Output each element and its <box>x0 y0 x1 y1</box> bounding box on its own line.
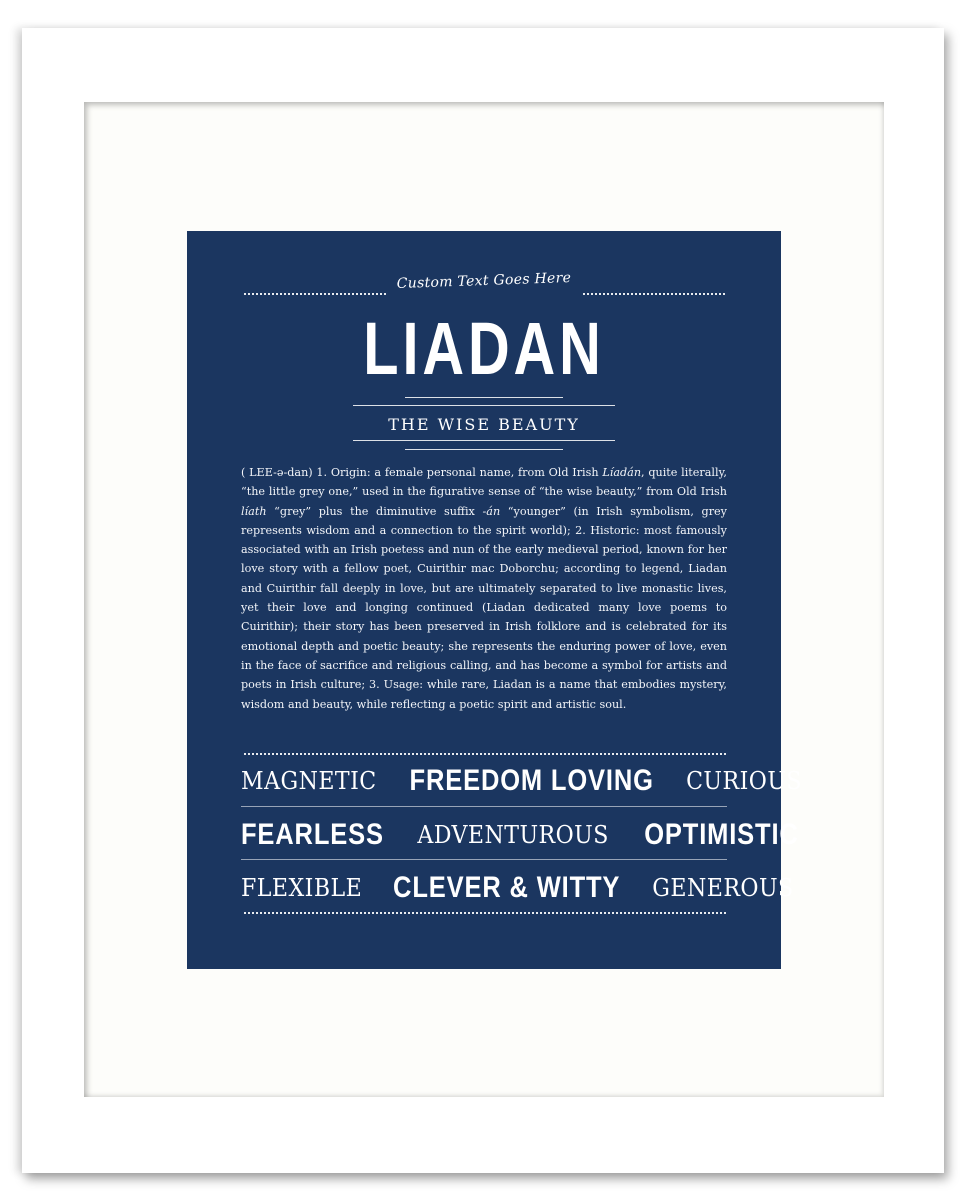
traits-dots-bottom <box>244 912 726 914</box>
description-text: “younger” (in Irish symbolism, grey represents wisdom and a connection to the spirit world); 2. Historic: most famously associated with an Irish poetess and nun of the early medieval period, known for her love story with a fellow poet, Cuirithir mac Doborchu; according to legend, Liadan and Cuirithir fall deeply in love, but are ultimately separated to live monastic lives, yet their love and longing continued (Liadan dedicated many love poems to Cuirithir); their story has been preserved in Irish folklore and is celebrated for its emotional depth and poetic beauty; she represents the enduring power of love, even in the face of sacrifice and religious calling, and has become a symbol for artists and poets in Irish culture; 3. Usage: while rare, Liadan is a name that embodies mystery, wisdom and beauty, while reflecting a poetic spirit and artistic soul. <box>241 504 727 711</box>
description-term: Líadán <box>602 466 642 479</box>
custom-text: Custom Text Goes Here <box>396 269 572 293</box>
pronunciation: ( LEE-ə-dan) <box>241 466 313 479</box>
description-term: líath <box>241 504 267 518</box>
trait: CURIOUS <box>685 767 802 795</box>
trait: GENEROUS <box>652 874 794 902</box>
name-title: LIADAN <box>363 307 605 390</box>
header-dots-right <box>583 293 725 295</box>
rule-top-2 <box>353 405 615 406</box>
traits-divider-2 <box>241 859 727 860</box>
description-text: , quite literally, “the little grey one,” used in the figurative sense of “the wise beauty,” from Old Irish <box>241 466 727 499</box>
description-term: -án <box>482 504 501 518</box>
trait: OPTIMISTIC <box>644 818 799 851</box>
rule-bottom-1 <box>353 440 615 441</box>
rule-bottom-2 <box>405 449 563 450</box>
rule-top-1 <box>405 397 563 398</box>
traits-dots-top <box>244 753 726 755</box>
traits-row-1 <box>241 759 802 803</box>
description-text: 1. Origin: a female personal name, from Old Irish <box>316 466 603 479</box>
name-description <box>241 463 727 714</box>
header-dots-left <box>244 293 386 295</box>
trait: FEARLESS <box>241 818 384 851</box>
trait: FLEXIBLE <box>241 874 363 902</box>
trait: ADVENTUROUS <box>417 821 609 849</box>
trait: FREEDOM LOVING <box>410 764 655 797</box>
traits-row-3 <box>241 866 794 910</box>
trait: CLEVER & WITTY <box>392 871 621 904</box>
name-meaning: THE WISE BEAUTY <box>388 415 580 434</box>
description-text: “grey” plus the diminutive suffix <box>266 504 483 518</box>
traits-row-2 <box>241 813 799 857</box>
trait: MAGNETIC <box>241 767 377 795</box>
traits-divider-1 <box>241 806 727 807</box>
name-print <box>187 231 802 969</box>
